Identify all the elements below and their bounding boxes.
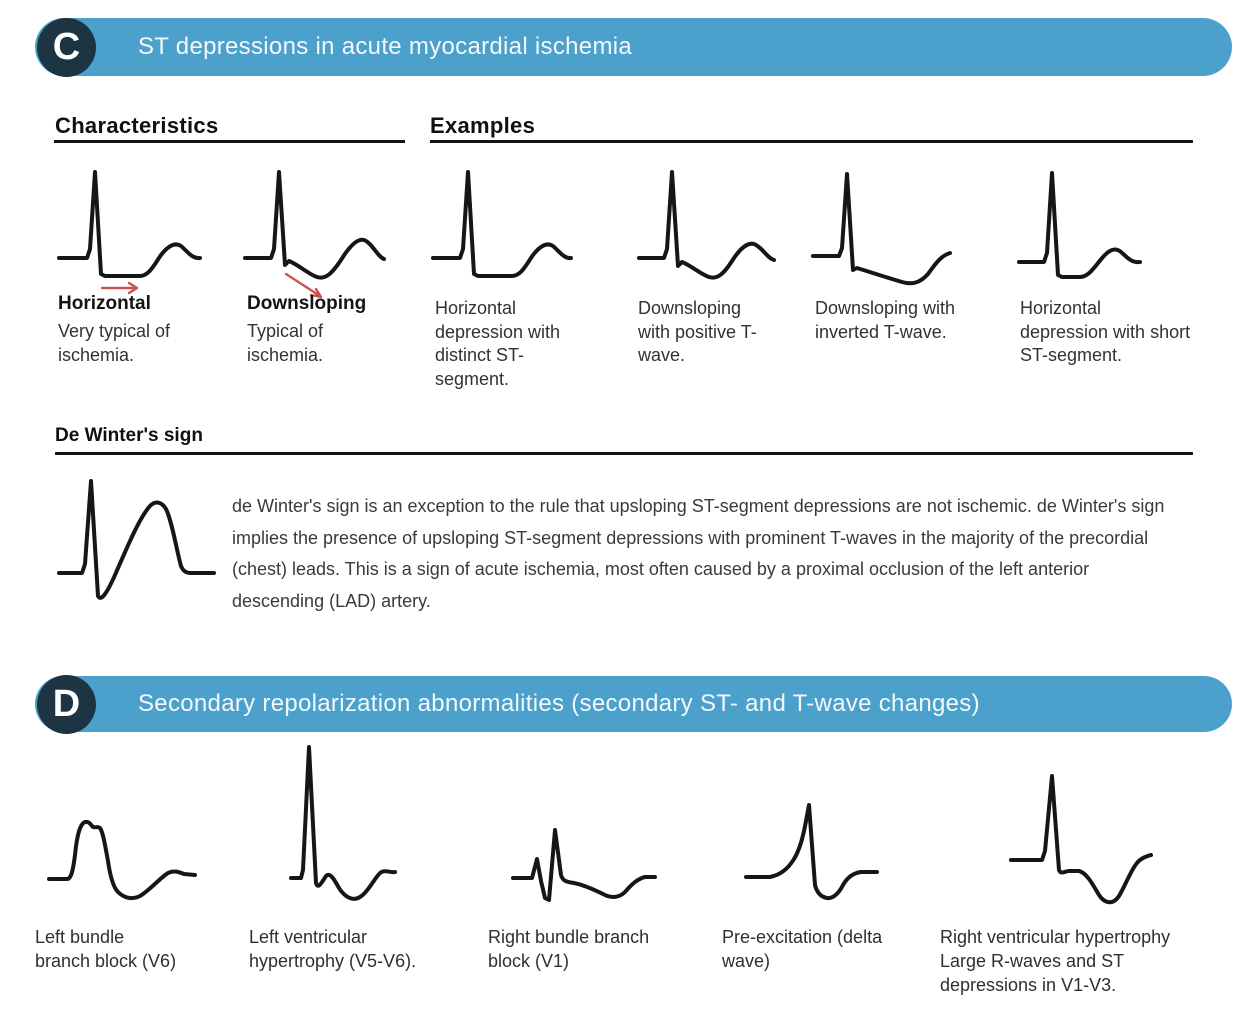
example-caption: Downsloping with positive T- wave.: [638, 298, 757, 365]
dewinter-paragraph: de Winter's sign is an exception to the rule that upsloping ST-segment depressions are not ischemic. de Winter's sign implies the presence of upsloping ST-segment depressions with prominent T-waves in the majority of the precordial (chest) leads. This is a sign of acute ischemia, most often caused by a proximal occlusion of the left anterior descending (LAD) artery.: [232, 496, 1165, 611]
examples-underline: [430, 140, 1193, 143]
characteristic-caption: Typical of ischemia.: [247, 321, 324, 365]
d-caption-lbbb: Left bundle branch block (V6): [35, 927, 177, 971]
d-caption-lvh: Left ventricular hypertrophy (V5-V6).: [249, 927, 417, 971]
ecg-example-downsloping-inverted-t-trace: [810, 166, 954, 298]
characteristics-heading: Characteristics: [55, 113, 219, 138]
ecg-rbbb-trace: [510, 815, 658, 907]
section-c-badge: C: [37, 18, 96, 77]
section-d-badge: D: [37, 675, 96, 734]
ecg-lvh-trace: [288, 743, 400, 911]
ecg-dewinter-trace: [56, 476, 218, 614]
characteristic-label: Horizontal: [58, 293, 151, 314]
section-c-banner: [35, 18, 1232, 76]
d-caption-rvh: Right ventricular hypertrophy Large R-waves and ST depressions in V1-V3.: [940, 927, 1171, 995]
dewinter-underline: [55, 452, 1193, 455]
characteristic-caption: Very typical of ischemia.: [58, 321, 171, 365]
ecg-horizontal-depression-trace: [56, 166, 204, 294]
d-caption-preexcitation: Pre-excitation (delta wave): [722, 927, 883, 971]
ecg-preexcitation-trace: [743, 793, 881, 901]
characteristics-underline: [54, 140, 405, 143]
ecg-example-horizontal-short-st-trace: [1016, 166, 1158, 294]
example-caption: Horizontal depression with distinct ST- segment.: [435, 298, 561, 389]
section-d-title: Secondary repolarization abnormalities (secondary ST- and T-wave changes): [138, 690, 980, 717]
section-d-banner: [35, 676, 1232, 732]
ecg-example-downsloping-positive-t-trace: [636, 166, 778, 296]
section-c-title: ST depressions in acute myocardial ischemia: [138, 33, 633, 60]
characteristic-label: Downsloping: [247, 293, 367, 314]
dewinter-heading: De Winter's sign: [55, 425, 203, 446]
examples-heading: Examples: [430, 113, 536, 138]
ecg-example-horizontal-distinct-trace: [430, 166, 575, 294]
example-caption: Downsloping with inverted T-wave.: [815, 298, 956, 342]
ecg-rvh-trace: [1008, 768, 1150, 916]
d-caption-rbbb: Right bundle branch block (V1): [488, 927, 650, 971]
example-caption: Horizontal depression with short ST-segment.: [1020, 298, 1191, 365]
ecg-lbbb-trace: [46, 812, 198, 914]
